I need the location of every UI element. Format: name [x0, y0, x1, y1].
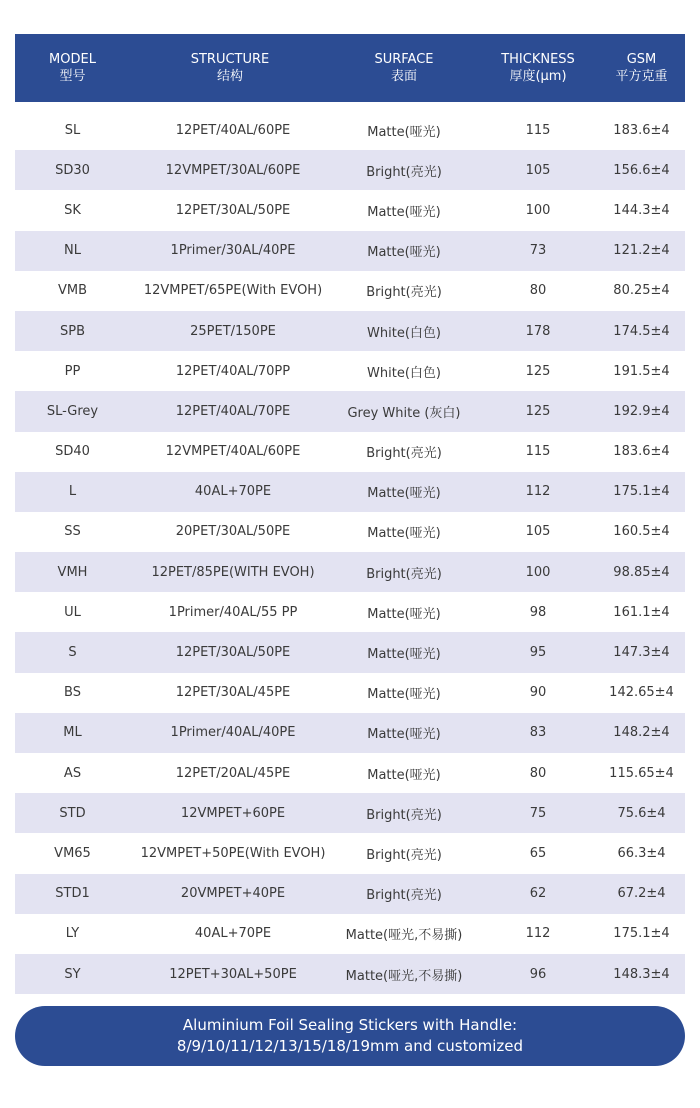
cell-surface: Matte(哑光,不易撕) — [345, 928, 463, 944]
cell-thickness: 178 — [525, 323, 551, 339]
table-row — [15, 512, 685, 552]
cell-structure: 12PET/40AL/60PE — [175, 122, 291, 138]
cell-surface: Matte(哑光) — [367, 606, 441, 622]
cell-thickness: 73 — [529, 243, 547, 259]
cell-gsm: 148.2±4 — [613, 725, 670, 741]
cell-gsm: 191.5±4 — [613, 363, 670, 379]
table-row — [15, 833, 685, 873]
cell-structure: 12PET/40AL/70PE — [175, 403, 291, 419]
cell-gsm: 174.5±4 — [613, 323, 670, 339]
header-thickness-cn: 厚度(μm) — [509, 69, 567, 84]
cell-thickness: 105 — [525, 162, 551, 178]
table-row — [15, 271, 685, 311]
cell-gsm: 115.65±4 — [609, 765, 674, 781]
cell-model: PP — [64, 363, 81, 379]
cell-thickness: 95 — [529, 645, 547, 661]
cell-thickness: 62 — [529, 886, 547, 902]
cell-thickness: 80 — [529, 283, 547, 299]
spec-table — [15, 34, 685, 994]
cell-gsm: 147.3±4 — [613, 645, 670, 661]
cell-model: LY — [65, 926, 80, 942]
cell-structure: 20VMPET+40PE — [180, 886, 286, 902]
table-row — [15, 472, 685, 512]
cell-model: ML — [63, 725, 82, 741]
cell-structure: 12PET+30AL+50PE — [169, 966, 297, 982]
cell-surface: Matte(哑光) — [367, 647, 441, 663]
cell-surface: Matte(哑光) — [367, 687, 441, 703]
cell-gsm: 156.6±4 — [613, 162, 670, 178]
cell-gsm: 175.1±4 — [613, 926, 670, 942]
cell-model: SD40 — [55, 444, 90, 460]
cell-structure: 1Primer/40AL/40PE — [170, 725, 296, 741]
cell-thickness: 125 — [525, 403, 551, 419]
table-row — [15, 391, 685, 431]
table-header — [15, 34, 685, 102]
cell-structure: 1Primer/30AL/40PE — [170, 243, 296, 259]
cell-thickness: 96 — [529, 966, 547, 982]
table-row — [15, 432, 685, 472]
cell-thickness: 90 — [529, 685, 547, 701]
cell-thickness: 115 — [525, 444, 551, 460]
cell-model: SL-Grey — [46, 403, 99, 419]
cell-surface: Matte(哑光) — [367, 124, 441, 140]
cell-model: AS — [63, 765, 82, 781]
cell-thickness: 112 — [525, 484, 551, 500]
cell-model: SL — [64, 122, 81, 138]
cell-surface: White(白色) — [367, 365, 441, 381]
cell-structure: 12PET/30AL/50PE — [175, 645, 291, 661]
cell-thickness: 65 — [529, 845, 547, 861]
cell-thickness: 115 — [525, 122, 551, 138]
cell-structure: 12PET/40AL/70PP — [175, 363, 291, 379]
cell-model: VM65 — [54, 845, 91, 861]
cell-structure: 12VMPET/30AL/60PE — [165, 162, 301, 178]
cell-surface: Bright(亮光) — [366, 847, 442, 863]
cell-structure: 12VMPET/40AL/60PE — [165, 444, 301, 460]
cell-gsm: 161.1±4 — [613, 604, 670, 620]
cell-thickness: 75 — [529, 805, 547, 821]
table-row — [15, 552, 685, 592]
cell-surface: Matte(哑光) — [367, 245, 441, 261]
table-row — [15, 753, 685, 793]
cell-thickness: 100 — [525, 564, 551, 580]
cell-surface: Matte(哑光,不易撕) — [345, 968, 463, 984]
cell-gsm: 144.3±4 — [613, 202, 670, 218]
cell-surface: Matte(哑光) — [367, 204, 441, 220]
header-gsm-en: GSM — [626, 52, 657, 67]
cell-gsm: 175.1±4 — [613, 484, 670, 500]
table-row — [15, 673, 685, 713]
cell-structure: 25PET/150PE — [190, 323, 276, 339]
table-row — [15, 110, 685, 150]
header-gsm — [598, 51, 685, 85]
cell-model: STD — [59, 805, 86, 821]
header-model — [15, 51, 130, 85]
cell-surface: Bright(亮光) — [366, 164, 442, 180]
cell-surface: Matte(哑光) — [367, 486, 441, 502]
cell-model: L — [68, 484, 77, 500]
cell-model: SPB — [59, 323, 85, 339]
cell-gsm: 192.9±4 — [613, 403, 670, 419]
header-model-cn: 型号 — [59, 69, 86, 84]
cell-structure: 20PET/30AL/50PE — [175, 524, 291, 540]
cell-gsm: 142.65±4 — [609, 685, 674, 701]
cell-thickness: 105 — [525, 524, 551, 540]
cell-gsm: 183.6±4 — [613, 122, 670, 138]
cell-structure: 12VMPET+50PE(With EVOH) — [140, 845, 326, 861]
cell-surface: Bright(亮光) — [366, 807, 442, 823]
cell-surface: Bright(亮光) — [366, 285, 442, 301]
cell-gsm: 80.25±4 — [613, 283, 670, 299]
cell-thickness: 112 — [525, 926, 551, 942]
table-row — [15, 632, 685, 672]
cell-surface: Matte(哑光) — [367, 727, 441, 743]
cell-structure: 12PET/30AL/45PE — [175, 685, 291, 701]
cell-surface: Grey White (灰白) — [347, 405, 461, 421]
banner-line-2: 8/9/10/11/12/13/15/18/19mm and customized — [176, 1037, 524, 1055]
cell-surface: White(白色) — [367, 325, 441, 341]
cell-model: SS — [64, 524, 81, 540]
cell-structure: 12VMPET+60PE — [180, 805, 286, 821]
cell-surface: Bright(亮光) — [366, 888, 442, 904]
table-row — [15, 954, 685, 994]
header-structure — [130, 51, 330, 85]
cell-gsm: 75.6±4 — [617, 805, 666, 821]
cell-model: SK — [64, 202, 81, 218]
header-thickness-en: THICKNESS — [501, 52, 575, 67]
table-row — [15, 190, 685, 230]
cell-gsm: 121.2±4 — [613, 243, 670, 259]
cell-surface: Matte(哑光) — [367, 526, 441, 542]
table-row — [15, 793, 685, 833]
table-row — [15, 311, 685, 351]
cell-structure: 12PET/30AL/50PE — [175, 202, 291, 218]
cell-model: BS — [64, 685, 81, 701]
cell-model: STD1 — [55, 886, 90, 902]
cell-model: SY — [64, 966, 81, 982]
cell-surface: Matte(哑光) — [367, 767, 441, 783]
table-row — [15, 231, 685, 271]
cell-model: S — [68, 645, 77, 661]
cell-model: VMB — [57, 283, 88, 299]
header-structure-en: STRUCTURE — [190, 52, 270, 67]
cell-structure: 40AL+70PE — [194, 926, 272, 942]
table-row — [15, 713, 685, 753]
table-body — [15, 110, 685, 994]
table-row — [15, 592, 685, 632]
table-row — [15, 351, 685, 391]
cell-thickness: 98 — [529, 604, 547, 620]
header-gsm-cn: 平方克重 — [615, 69, 668, 84]
cell-thickness: 83 — [529, 725, 547, 741]
cell-model: NL — [64, 243, 81, 259]
cell-model: SD30 — [55, 162, 90, 178]
cell-gsm: 67.2±4 — [617, 886, 666, 902]
header-structure-cn: 结构 — [216, 69, 243, 84]
cell-model: UL — [64, 604, 81, 620]
cell-thickness: 80 — [529, 765, 547, 781]
cell-surface: Bright(亮光) — [366, 446, 442, 462]
cell-gsm: 98.85±4 — [613, 564, 670, 580]
table-row — [15, 150, 685, 190]
cell-surface: Bright(亮光) — [366, 566, 442, 582]
cell-gsm: 183.6±4 — [613, 444, 670, 460]
cell-structure: 1Primer/40AL/55 PP — [168, 604, 298, 620]
cell-gsm: 66.3±4 — [617, 845, 666, 861]
header-model-en: MODEL — [49, 52, 96, 67]
cell-model: VMH — [57, 564, 88, 580]
header-surface — [330, 51, 478, 85]
cell-structure: 12PET/85PE(WITH EVOH) — [151, 564, 315, 580]
cell-gsm: 148.3±4 — [613, 966, 670, 982]
banner-line-1: Aluminium Foil Sealing Stickers with Handle: — [182, 1016, 518, 1034]
table-row — [15, 914, 685, 954]
cell-thickness: 125 — [525, 363, 551, 379]
header-surface-en: SURFACE — [374, 52, 434, 67]
cell-gsm: 160.5±4 — [613, 524, 670, 540]
handle-sizes-banner — [15, 1006, 685, 1066]
cell-structure: 40AL+70PE — [194, 484, 272, 500]
table-row — [15, 874, 685, 914]
cell-thickness: 100 — [525, 202, 551, 218]
cell-structure: 12PET/20AL/45PE — [175, 765, 291, 781]
cell-structure: 12VMPET/65PE(With EVOH) — [143, 283, 323, 299]
header-surface-cn: 表面 — [390, 69, 417, 84]
header-thickness — [478, 51, 598, 85]
